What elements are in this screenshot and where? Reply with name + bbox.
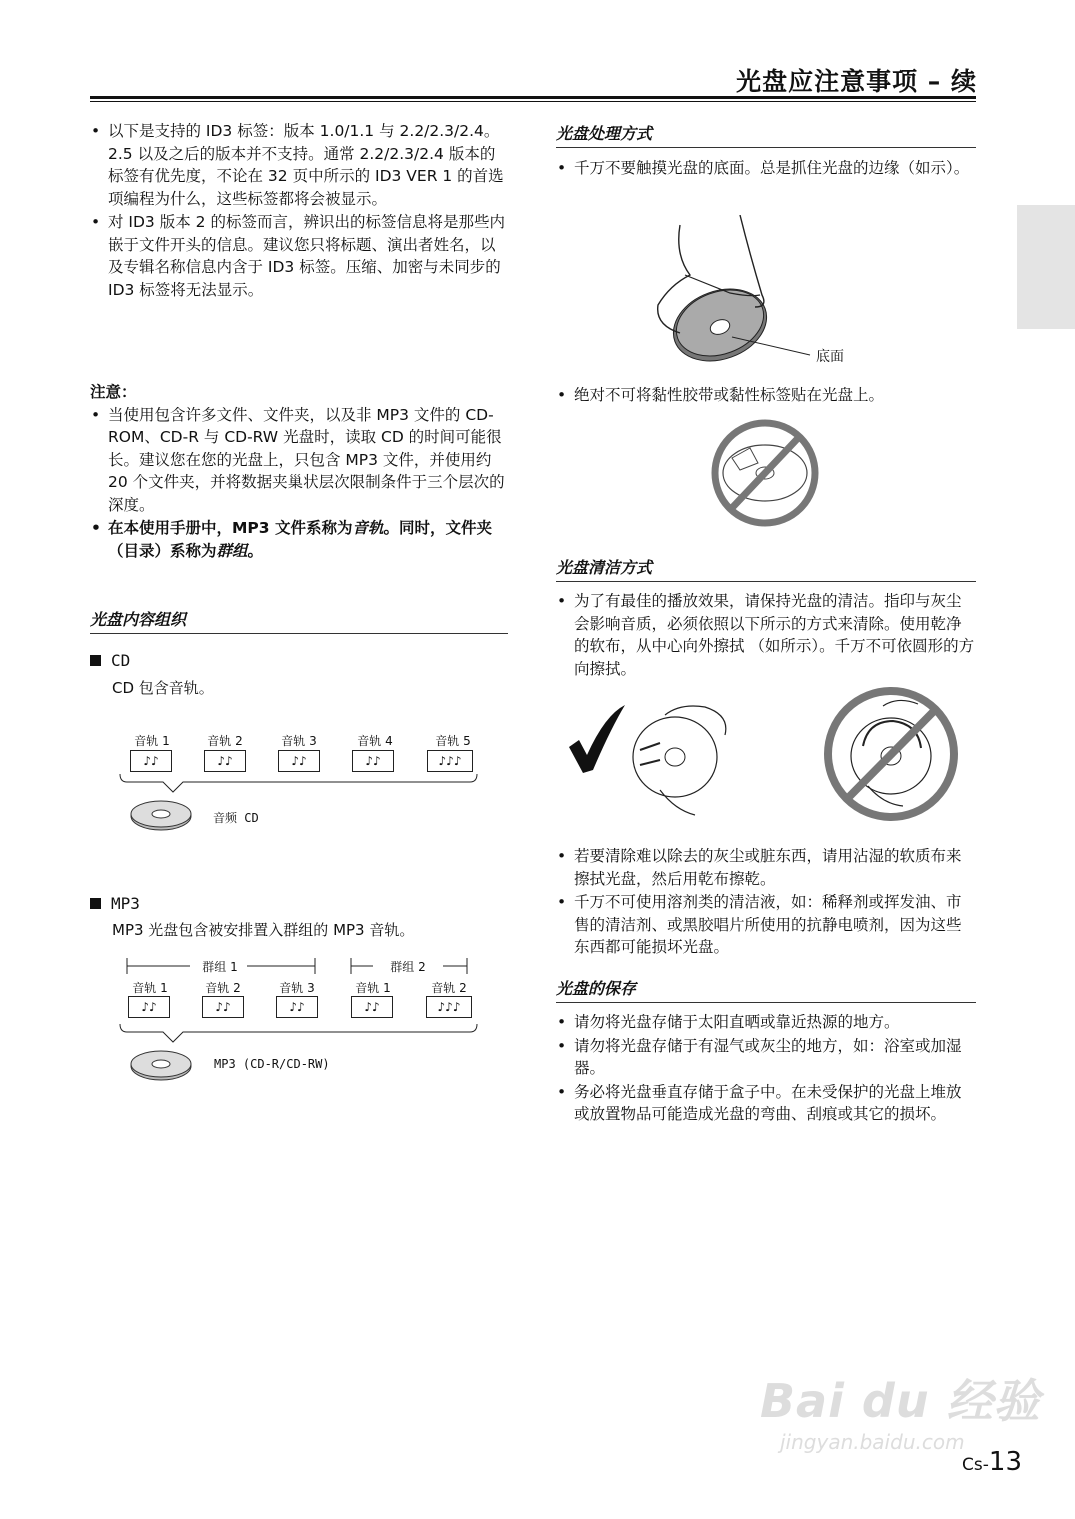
square-bullet-icon bbox=[90, 655, 101, 666]
music-note-icon: ♪♪ bbox=[128, 996, 170, 1018]
cd-track-label: 音轨 3 bbox=[281, 734, 317, 748]
mp3-track-label: 音轨 1 bbox=[132, 981, 168, 995]
music-note-icon: ♪♪♪ bbox=[427, 750, 473, 772]
header-rule-thin bbox=[90, 101, 976, 102]
section-handling: 光盘处理方式 bbox=[556, 121, 976, 148]
mp3-description: MP3 光盘包含被安排置入群组的 MP3 音轨。 bbox=[112, 921, 415, 939]
music-note-icon: ♪♪ bbox=[130, 750, 172, 772]
cleaning-bullets bbox=[556, 590, 976, 681]
id3-bullet-1: • 以下是支持的 ID3 标签：版本 1.0/1.1 与 2.2/2.3/2.4。2.5 以及之后的版本并不支持。通常 2.2/2.3/2.4 版本的标签有优先度，不论在 32 页中所示的 ID3 VER 1 的首选项编程为什么，这些标签都将会被显示。 bbox=[90, 120, 510, 210]
id3-bullet-2: • 对 ID3 版本 2 的标签而言，辨识出的标签信息将是那些内嵌于文件开头的信息。建议您只将标题、演出者姓名，以及专辑名称信息内含于 ID3 标签。压缩、加密与未同步的 ID3 标签将无法显示。 bbox=[90, 211, 510, 301]
correct-wipe-illustration bbox=[565, 695, 740, 820]
handling-bullets bbox=[556, 157, 976, 181]
mp3-heading: MP3 bbox=[90, 894, 140, 913]
storage-bullets bbox=[556, 1011, 976, 1127]
music-note-icon: ♪♪ bbox=[202, 996, 244, 1018]
wrong-wipe-illustration bbox=[823, 686, 963, 826]
music-note-icon: ♪♪ bbox=[204, 750, 246, 772]
watermark-logo: Bai du 经验 bbox=[760, 1374, 1041, 1428]
handling-bullet-1: • 千万不要触摸光盘的底面。总是抓住光盘的边缘（如示）。 bbox=[556, 157, 976, 180]
section-storage: 光盘的保存 bbox=[556, 976, 976, 1003]
cd-bracket-disc bbox=[115, 730, 485, 840]
note-section bbox=[90, 381, 510, 563]
music-note-icon: ♪♪ bbox=[352, 750, 394, 772]
cleaning-bullet-1: • 为了有最佳的播放效果，请保持光盘的清洁。指印与灰尘会影响音质，必须依照以下所示的方式来清除。使用乾净的软布，从中心向外擦拭 （如所示）。千万不可依圆形的方向擦拭。 bbox=[556, 590, 976, 680]
cd-diagram bbox=[115, 730, 485, 840]
music-note-icon: ♪♪ bbox=[351, 996, 393, 1018]
music-note-icon: ♪♪ bbox=[278, 750, 320, 772]
watermark-url: jingyan.baidu.com bbox=[780, 1430, 965, 1454]
music-note-icon: ♪♪♪ bbox=[426, 996, 472, 1018]
section-disc-organization: 光盘内容组织 bbox=[90, 607, 508, 634]
mp3-disc-label: MP3 (CD-R/CD-RW) bbox=[214, 1057, 330, 1071]
storage-bullet-2: • 请勿将光盘存储于有湿气或灰尘的地方，如：浴室或加湿器。 bbox=[556, 1035, 976, 1080]
audio-cd-label: 音频 CD bbox=[213, 811, 259, 825]
mp3-diagram bbox=[115, 952, 485, 1087]
page-number: Cs-13 bbox=[962, 1447, 1022, 1477]
note-bullet-2: • 在本使用手册中，MP3 文件系称为音轨。同时，文件夹 （目录）系称为群组。 bbox=[90, 517, 510, 562]
music-note-icon: ♪♪ bbox=[276, 996, 318, 1018]
cd-track-label: 音轨 1 bbox=[134, 734, 170, 748]
mp3-track-label: 音轨 3 bbox=[279, 981, 315, 995]
group-label: 群组 1 bbox=[202, 960, 238, 974]
square-bullet-icon bbox=[90, 898, 101, 909]
note-bullet-1: • 当使用包含许多文件、文件夹，以及非 MP3 文件的 CD-ROM、CD-R 与 CD-RW 光盘时，读取 CD 的时间可能很长。建议您在您的光盘上，只包含 MP3 文件，并使用约 20 个文件夹，并将数据夹巢状层次限制条件于三个层次的深度。 bbox=[90, 404, 510, 517]
cd-track-label: 音轨 2 bbox=[207, 734, 243, 748]
storage-bullet-1: • 请勿将光盘存储于太阳直晒或靠近热源的地方。 bbox=[556, 1011, 976, 1034]
cd-heading: CD bbox=[90, 651, 130, 670]
section-cleaning: 光盘清洁方式 bbox=[556, 555, 976, 582]
handling-bullets-2 bbox=[556, 384, 976, 408]
cleaning-bullets-2 bbox=[556, 845, 976, 960]
mp3-track-label: 音轨 2 bbox=[431, 981, 467, 995]
cd-track-label: 音轨 5 bbox=[435, 734, 471, 748]
handling-bullet-2: • 绝对不可将黏性胶带或黏性标签贴在光盘上。 bbox=[556, 384, 976, 407]
cd-track-label: 音轨 4 bbox=[357, 734, 393, 748]
cd-description: CD 包含音轨。 bbox=[112, 679, 214, 697]
side-tab bbox=[1017, 205, 1075, 329]
cleaning-bullet-2: • 若要清除难以除去的灰尘或脏东西，请用沾湿的软质布来擦拭光盘，然后用乾布擦乾。 bbox=[556, 845, 976, 890]
header-rule bbox=[90, 96, 976, 99]
cleaning-bullet-3: • 千万不可使用溶剂类的清洁液，如：稀释剂或挥发油、市售的清洁剂、或黑胶唱片所使用的抗静电喷剂，因为这些东西都可能损坏光盘。 bbox=[556, 891, 976, 959]
page-title: 光盘应注意事项 – 续 bbox=[736, 67, 977, 96]
storage-bullet-3: • 务必将光盘垂直存储于盒子中。在未受保护的光盘上堆放或放置物品可能造成光盘的弯曲、刮痕或其它的损坏。 bbox=[556, 1081, 976, 1126]
mp3-track-label: 音轨 2 bbox=[205, 981, 241, 995]
checkmark-icon bbox=[569, 705, 625, 773]
left-intro bbox=[90, 120, 510, 302]
mp3-track-label: 音轨 1 bbox=[355, 981, 391, 995]
note-title: 注意： bbox=[90, 383, 137, 401]
group-label: 群组 2 bbox=[390, 960, 426, 974]
bottom-surface-label: 底面 bbox=[816, 349, 844, 365]
no-tape-disc-icon bbox=[710, 418, 820, 528]
